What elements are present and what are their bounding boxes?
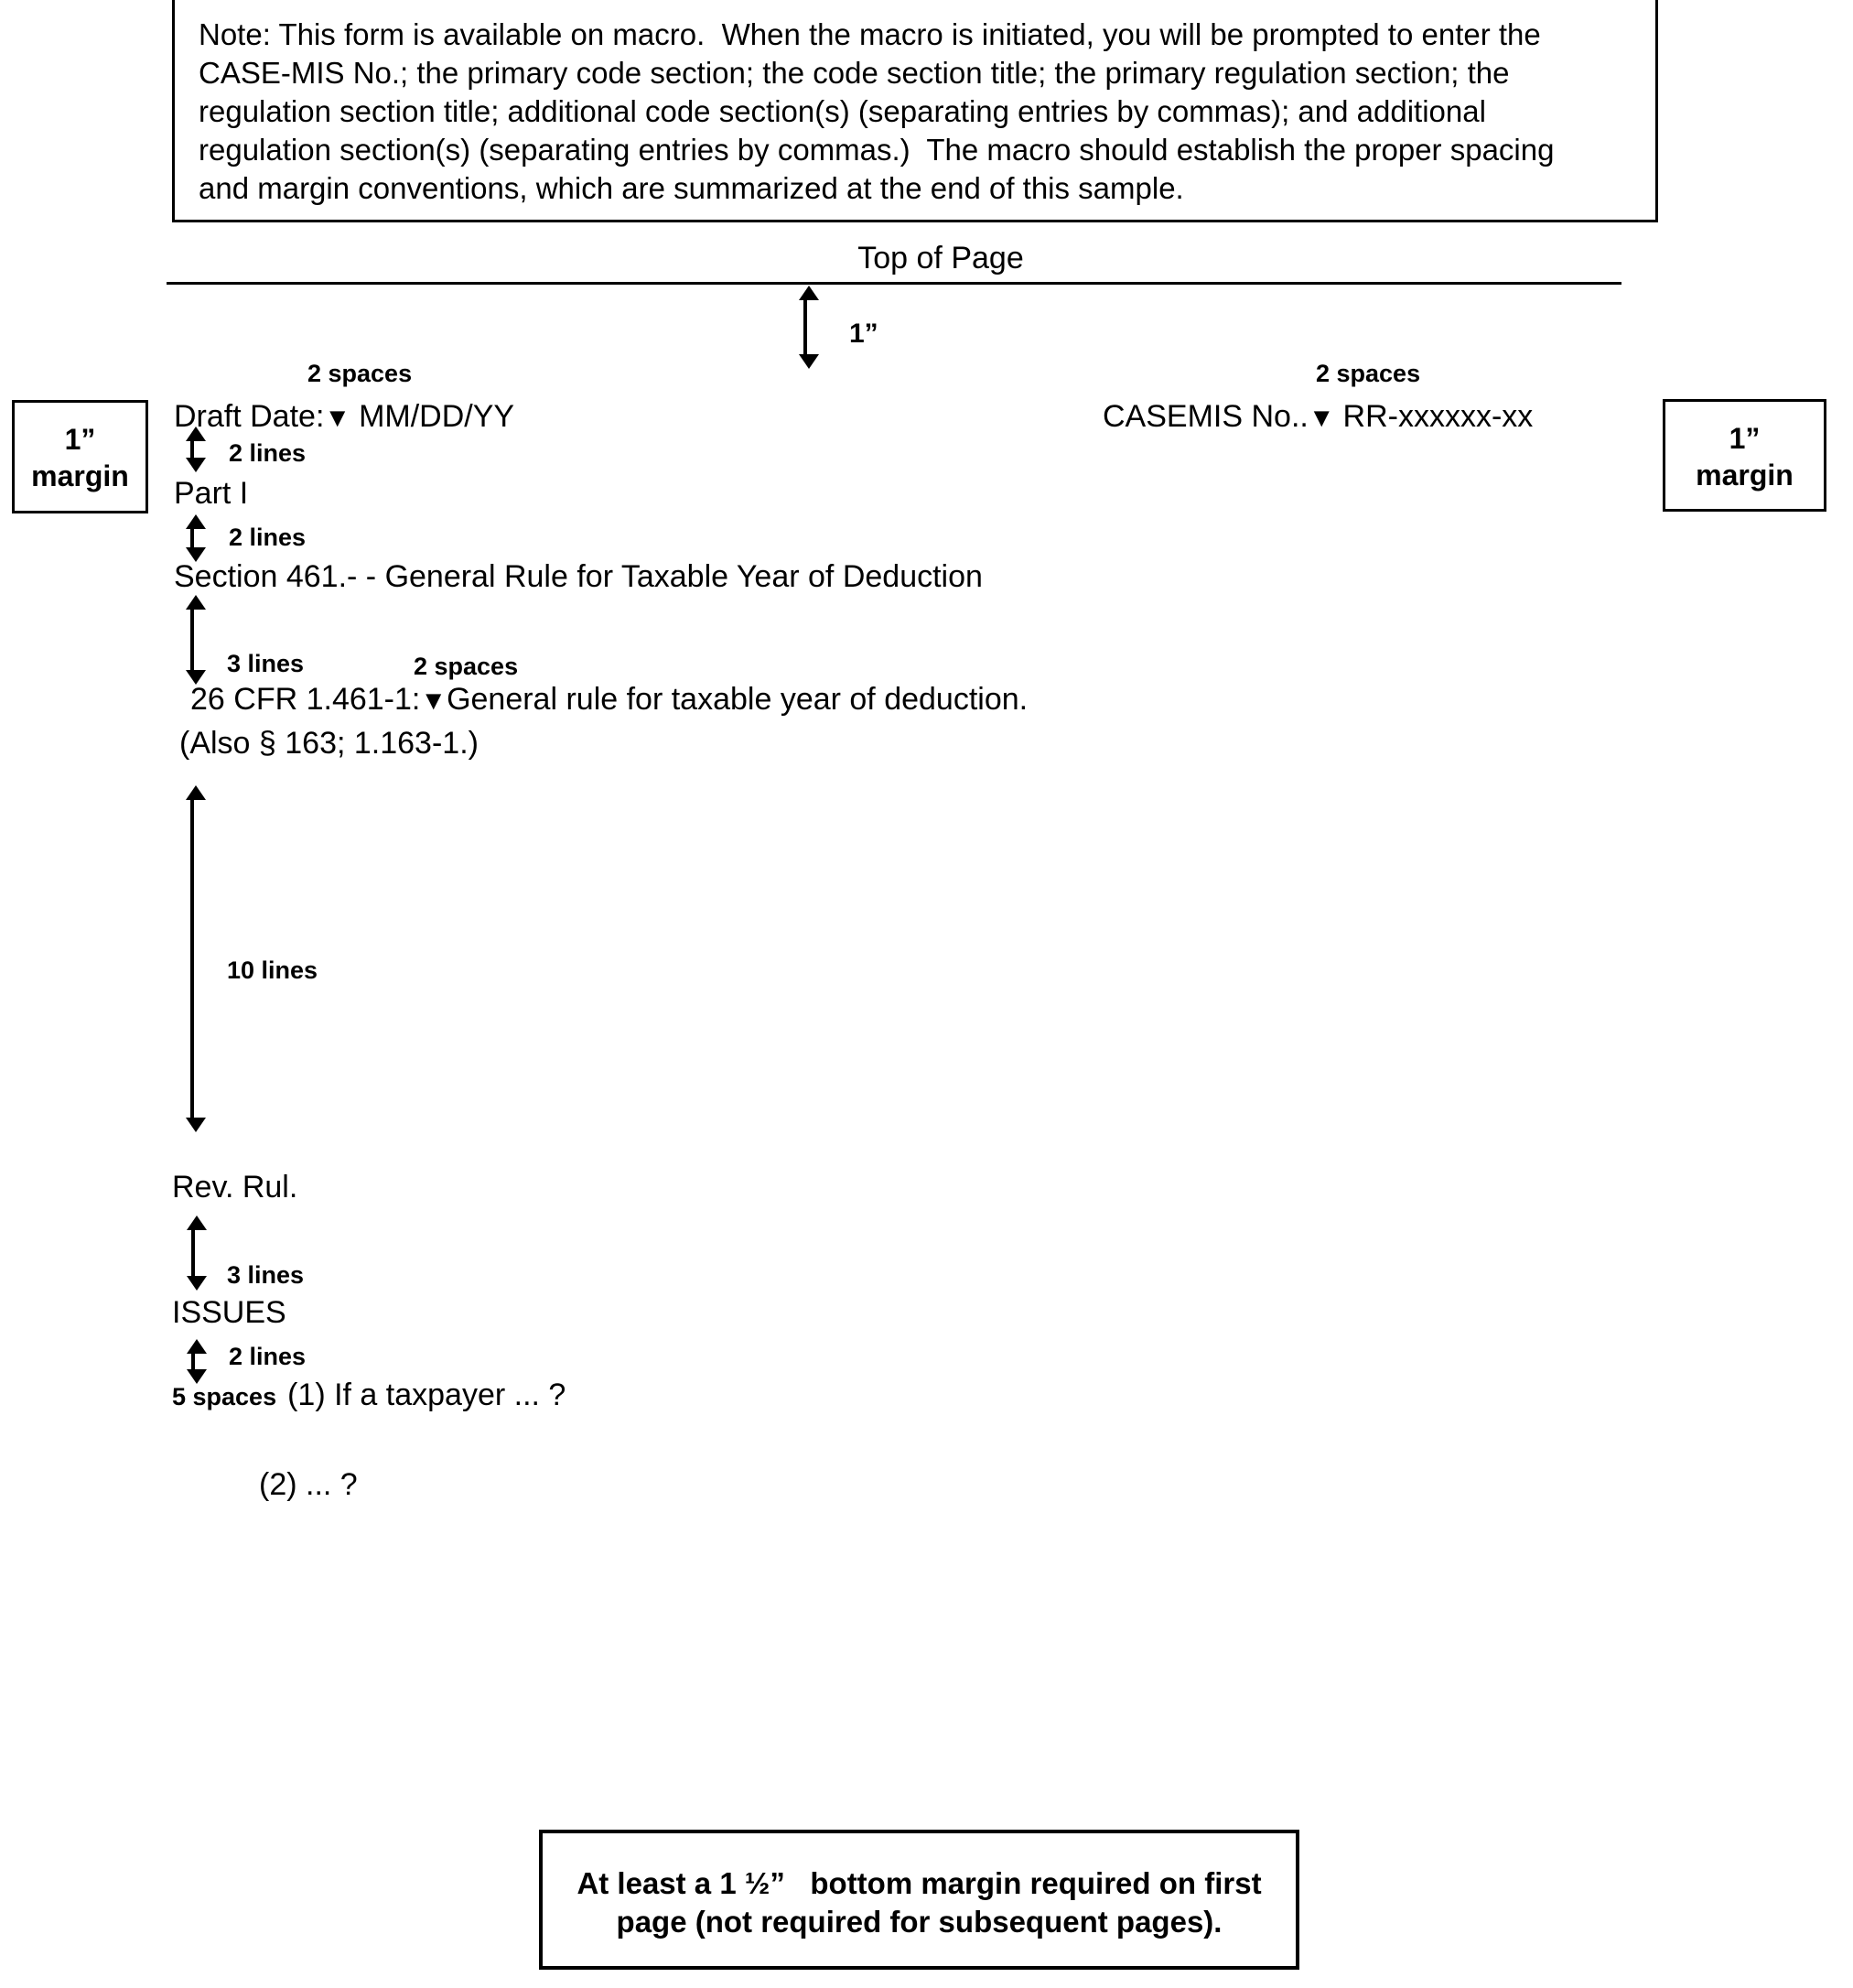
- note-line: and margin conventions, which are summarized at the end of this sample.: [199, 171, 1184, 205]
- right-margin-size: 1”: [1729, 422, 1761, 455]
- note-line: CASE-MIS No.; the primary code section; the code section title; the primary regulation section; the: [199, 56, 1510, 90]
- spacing-arrow-10-lines: [190, 799, 194, 1118]
- note-line: regulation section(s) (separating entries by commas.) The macro should establish the proper spacing: [199, 133, 1555, 167]
- spacing-arrow-2-lines: [191, 1353, 195, 1370]
- macro-stop-marker-icon: ▼: [420, 686, 447, 716]
- spacing-note-2-lines: 2 lines: [229, 524, 307, 551]
- spacing-arrow-2-lines: [190, 440, 194, 459]
- note-line: regulation section title; additional code section(s) (separating entries by commas); and additional: [199, 94, 1486, 128]
- part-heading: Part I: [174, 476, 249, 511]
- section-title-line: Section 461.- - General Rule for Taxable Year of Deduction: [174, 559, 983, 594]
- macro-stop-marker-icon: ▼: [324, 404, 351, 433]
- issue-2-line: (2) ... ?: [259, 1467, 358, 1502]
- casemis-line: [1103, 398, 1533, 437]
- spacing-note-3-lines: 3 lines: [227, 1261, 305, 1289]
- spacing-note-2-lines: 2 lines: [229, 439, 307, 467]
- draft-date-label: Draft Date:: [174, 399, 325, 434]
- right-margin-label: margin: [1696, 459, 1794, 492]
- draft-date-value: MM/DD/YY: [359, 399, 515, 434]
- cfr-title: General rule for taxable year of deduction.: [447, 682, 1029, 717]
- footer-note-line: At least a 1 ½” bottom margin required on first: [576, 1866, 1262, 1900]
- spacing-arrow-3-lines: [191, 1229, 195, 1277]
- casemis-value: RR-xxxxxx-xx: [1342, 399, 1534, 434]
- cfr-line: [190, 681, 1028, 719]
- cfr-spacing-note: 2 spaces: [414, 653, 519, 680]
- top-margin-size-label: 1”: [849, 319, 878, 349]
- spacing-note-10-lines: 10 lines: [227, 956, 318, 984]
- right-margin-box: [1663, 399, 1826, 512]
- left-margin-size: 1”: [64, 423, 96, 456]
- casemis-spacing-note: 2 spaces: [1316, 360, 1421, 387]
- top-of-page-line: [167, 282, 1621, 285]
- spacing-arrow-3-lines: [190, 609, 194, 671]
- rev-rul-line: Rev. Rul.: [172, 1170, 298, 1205]
- spacing-note-3-lines: 3 lines: [227, 650, 305, 677]
- macro-note-box: [172, 0, 1658, 222]
- top-of-page-label: Top of Page: [857, 241, 1024, 276]
- footer-note-line: page (not required for subsequent pages).: [616, 1905, 1223, 1939]
- macro-stop-marker-icon: ▼: [1308, 404, 1335, 433]
- issue-indent-note: 5 spaces: [172, 1383, 277, 1410]
- also-citation-line: (Also § 163; 1.163-1.): [179, 726, 479, 761]
- note-line: Note: This form is available on macro. When the macro is initiated, you will be prompted to enter the: [199, 17, 1541, 51]
- left-margin-box: [12, 400, 148, 513]
- issue-1-text: (1) If a taxpayer ... ?: [287, 1378, 566, 1412]
- draft-date-spacing-note: 2 spaces: [307, 360, 413, 387]
- top-margin-arrow: [803, 299, 807, 355]
- cfr-label: 26 CFR 1.461-1:: [190, 682, 421, 717]
- left-margin-label: margin: [31, 459, 129, 492]
- issue-1-line: [172, 1377, 566, 1413]
- casemis-label: CASEMIS No..: [1103, 399, 1309, 434]
- spacing-arrow-2-lines: [190, 528, 194, 548]
- issues-heading: ISSUES: [172, 1295, 286, 1330]
- draft-date-line: [174, 398, 514, 437]
- spacing-note-2-lines: 2 lines: [229, 1343, 307, 1370]
- bottom-margin-note-box: [539, 1830, 1299, 1970]
